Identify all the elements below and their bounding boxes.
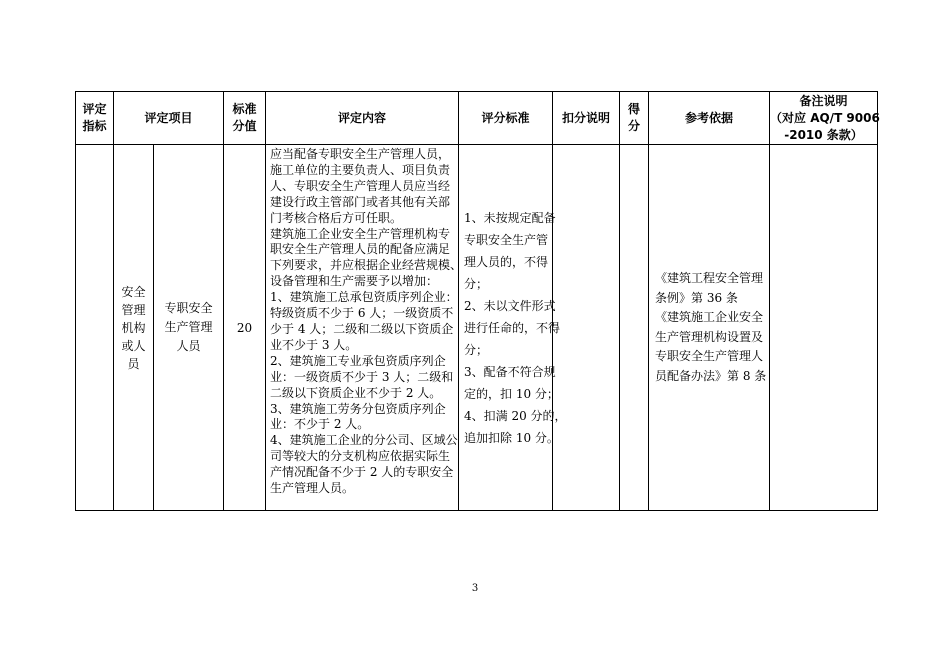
table-row [76,145,878,511]
header-remarks: 备注说明 （对应 AQ/T 9006 -2010 条款） [770,92,878,145]
header-score-std: 标准 分值 [224,92,266,145]
header-deduction: 扣分说明 [553,92,620,145]
header-basis: 参考依据 [649,92,770,145]
remarks-cell [770,145,878,511]
subitem-cell: 专职安全 生产管理 人员 [154,145,224,511]
category-cell: 安全 管理 机构 或人 员 [114,145,154,511]
indicator-cell [76,145,114,511]
header-content: 评定内容 [266,92,459,145]
header-criteria: 评分标准 [459,92,553,145]
header-got: 得 分 [620,92,649,145]
table-header-row [76,92,878,145]
deduction-cell [553,145,620,511]
got-cell [620,145,649,511]
score-cell: 20 [224,145,266,511]
header-item: 评定项目 [114,92,224,145]
criteria-cell: 1、未按规定配备 专职安全生产管 理人员的，不得 分； 2、未以文件形式 进行任命的，不得 分； 3、配备不符合规 定的，扣 10 分； 4、扣满 20 分的， 追加扣除 10 分。 [459,145,553,511]
content-cell: 应当配备专职安全生产管理人员， 施工单位的主要负责人、项目负责 人、专职安全生产管理人员应当经 建设行政主管部门或者其他有关部 门考核合格后方可任职。 建筑施工企业安全生产管理机构专 职安全生产管理人员的配备应满足 下列要求，并应根据企业经营规模、 设备管理和生产需要予以增加： 1、建筑施工总承包资质序列企业： 特级资质不少于 6 人；一级资质不 少于 4 人；二级和二级以下资质企 业不少于 3 人。 2、建筑施工专业承包资质序列企 业：一级资质不少于 3 人；二级和 二级以下资质企业不少于 2 人。 3、建筑施工劳务分包资质序列企 业：不少于 2 人。 4、建筑施工企业的分公司、区域公 司等较大的分支机构应依据实际生 产情况配备不少于 2 人的专职安全 生产管理人员。 [266,145,459,511]
evaluation-table [75,91,878,511]
page-number: 3 [471,583,479,594]
basis-cell: 《建筑工程安全管理 条例》第 36 条 《建筑施工企业安全 生产管理机构设置及 专职安全生产管理人 员配备办法》第 8 条 [649,145,770,511]
header-indicator: 评定 指标 [76,92,114,145]
